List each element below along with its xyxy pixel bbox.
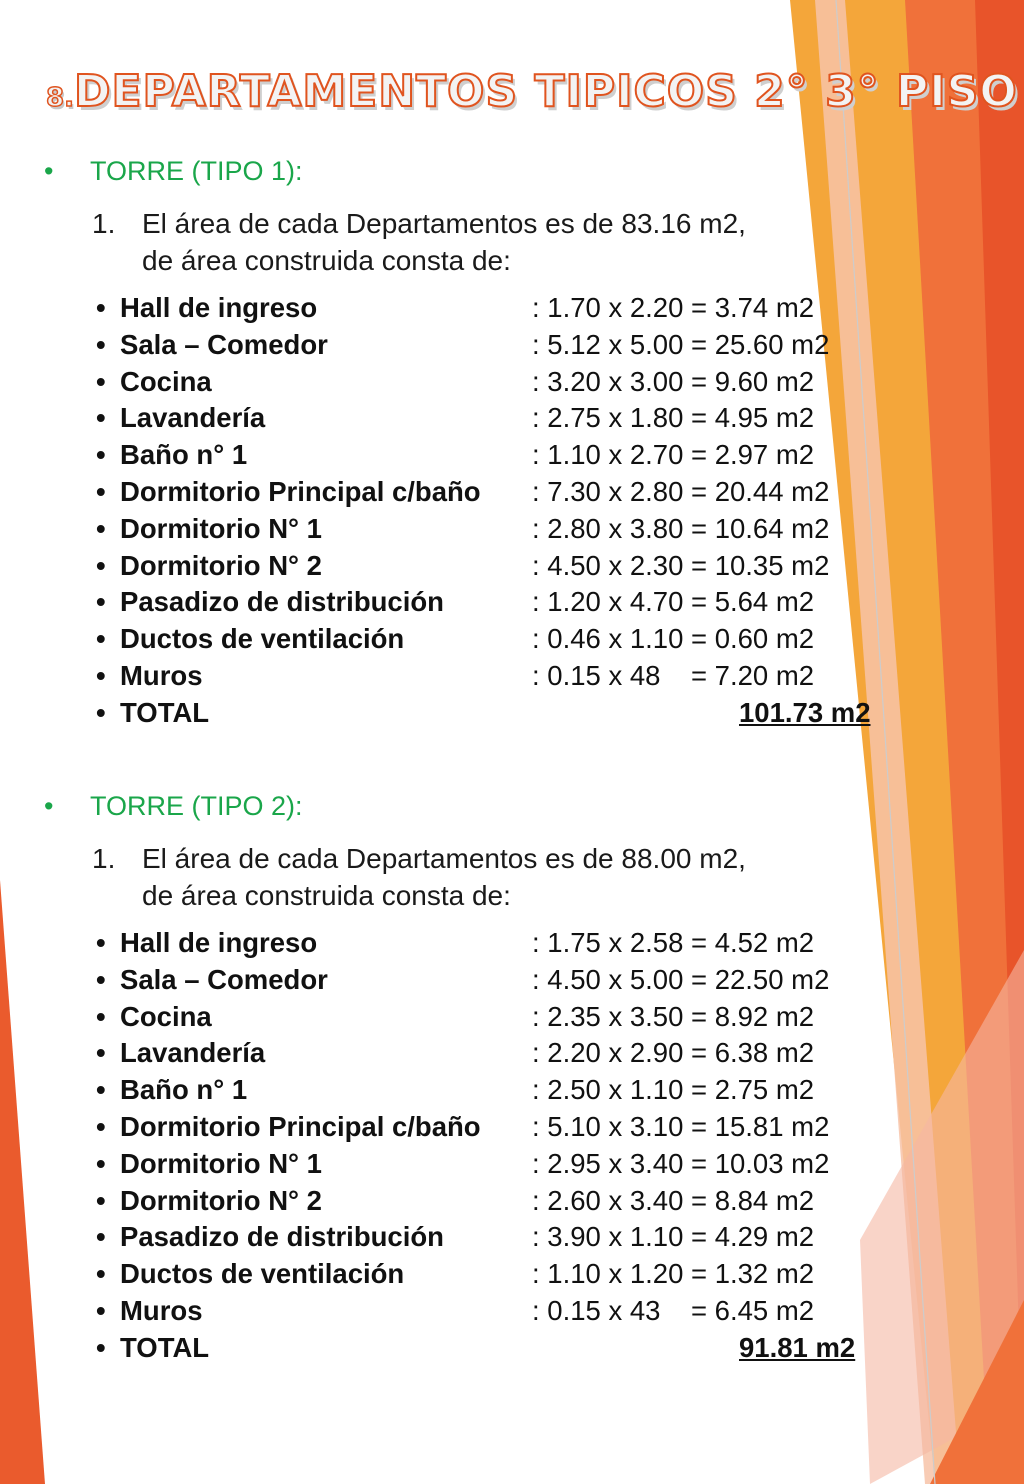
section-heading-tipo-2 <box>44 791 303 822</box>
room-bullet: • <box>96 365 106 397</box>
room-name: Sala – Comedor <box>120 963 328 995</box>
heading-bullet: • <box>44 156 54 186</box>
heading-text: TORRE (TIPO 1): <box>90 156 303 186</box>
intro-line-1: El área de cada Departamentos es de 83.16 m2, <box>142 208 746 239</box>
room-name: Lavandería <box>120 1037 266 1069</box>
room-bullet: • <box>96 549 106 581</box>
room-area-calc: : 4.50 x 5.00 = 22.50 m2 <box>532 963 830 995</box>
room-name: Ductos de ventilación <box>120 1258 405 1290</box>
room-name: Cocina <box>120 1000 212 1032</box>
intro-line-1: El área de cada Departamentos es de 88.00 m2, <box>142 843 746 874</box>
room-name: Dormitorio N° 2 <box>120 549 322 581</box>
room-area-calc: : 0.46 x 1.10 = 0.60 m2 <box>532 623 815 655</box>
intro-number: 1. <box>92 843 116 874</box>
room-area-calc: : 3.20 x 3.00 = 9.60 m2 <box>532 365 815 397</box>
room-area-calc: : 5.12 x 5.00 = 25.60 m2 <box>532 328 830 360</box>
room-area-calc: : 2.20 x 2.90 = 6.38 m2 <box>532 1037 815 1069</box>
room-area-calc: : 7.30 x 2.80 = 20.44 m2 <box>532 475 830 507</box>
room-area-calc: : 1.10 x 2.70 = 2.97 m2 <box>532 439 815 471</box>
total-label: TOTAL <box>120 1331 210 1363</box>
total-value: 91.81 m2 <box>739 1331 856 1363</box>
room-name: Pasadizo de distribución <box>120 586 444 618</box>
room-bullet: • <box>96 927 106 958</box>
room-area-calc: : 5.10 x 3.10 = 15.81 m2 <box>532 1110 830 1142</box>
room-area-calc: : 2.50 x 1.10 = 2.75 m2 <box>532 1074 815 1106</box>
room-bullet: • <box>96 512 106 544</box>
room-name: Dormitorio N° 1 <box>120 1147 322 1179</box>
room-bullet: • <box>96 475 106 507</box>
room-bullet: • <box>96 659 106 691</box>
title-text: DEPARTAMENTOS TIPICOS 2° 3° PISO <box>73 66 1018 117</box>
room-bullet: • <box>96 1110 106 1142</box>
total-value: 101.73 m2 <box>739 696 871 728</box>
room-area-calc: : 3.90 x 1.10 = 4.29 m2 <box>532 1221 815 1253</box>
room-name: Cocina <box>120 365 212 397</box>
room-bullet: • <box>96 402 106 434</box>
room-name: Muros <box>120 659 203 691</box>
section-heading-tipo-1 <box>44 156 303 187</box>
room-bullet: • <box>96 1074 106 1106</box>
room-name: Dormitorio N° 1 <box>120 512 322 544</box>
room-name: Sala – Comedor <box>120 328 328 360</box>
room-name: Dormitorio N° 2 <box>120 1184 322 1216</box>
room-name: Muros <box>120 1294 203 1326</box>
room-name: Hall de ingreso <box>120 292 318 323</box>
room-area-calc: : 1.10 x 1.20 = 1.32 m2 <box>532 1258 815 1290</box>
room-area-calc: : 2.35 x 3.50 = 8.92 m2 <box>532 1000 815 1032</box>
room-area-calc: : 2.95 x 3.40 = 10.03 m2 <box>532 1147 830 1179</box>
total-bullet: • <box>96 696 106 728</box>
room-bullet: • <box>96 1147 106 1179</box>
room-bullet: • <box>96 1258 106 1290</box>
intro-line-2: de área construida consta de: <box>142 880 511 911</box>
room-name: Pasadizo de distribución <box>120 1221 444 1253</box>
room-area-calc: : 0.15 x 43 = 6.45 m2 <box>532 1294 815 1326</box>
title-number: 8. <box>46 83 74 113</box>
total-bullet: • <box>96 1331 106 1363</box>
room-bullet: • <box>96 1037 106 1069</box>
room-area-calc: : 1.75 x 2.58 = 4.52 m2 <box>532 927 815 958</box>
room-name: Dormitorio Principal c/baño <box>120 1110 481 1142</box>
room-area-calc: : 1.20 x 4.70 = 5.64 m2 <box>532 586 815 618</box>
room-area-calc: : 0.15 x 48 = 7.20 m2 <box>532 659 815 691</box>
room-area-calc: : 1.70 x 2.20 = 3.74 m2 <box>532 292 815 323</box>
heading-text: TORRE (TIPO 2): <box>90 791 303 821</box>
room-bullet: • <box>96 439 106 471</box>
room-bullet: • <box>96 1294 106 1326</box>
heading-bullet: • <box>44 791 54 821</box>
room-name: Baño n° 1 <box>120 439 248 471</box>
room-area-calc: : 2.75 x 1.80 = 4.95 m2 <box>532 402 815 434</box>
total-label: TOTAL <box>120 696 210 728</box>
room-name: Lavandería <box>120 402 266 434</box>
room-area-calc: : 2.80 x 3.80 = 10.64 m2 <box>532 512 830 544</box>
room-bullet: • <box>96 1221 106 1253</box>
room-name: Ductos de ventilación <box>120 623 405 655</box>
room-name: Dormitorio Principal c/baño <box>120 475 481 507</box>
intro-line-2: de área construida consta de: <box>142 245 511 276</box>
room-name: Hall de ingreso <box>120 927 318 958</box>
intro-paragraph-tipo-2 <box>92 840 746 914</box>
room-bullet: • <box>96 328 106 360</box>
room-bullet: • <box>96 1000 106 1032</box>
room-bullet: • <box>96 623 106 655</box>
intro-paragraph-tipo-1 <box>92 205 746 279</box>
intro-number: 1. <box>92 208 116 239</box>
room-bullet: • <box>96 586 106 618</box>
slide-title <box>46 66 1018 117</box>
room-bullet: • <box>96 1184 106 1216</box>
room-name: Baño n° 1 <box>120 1074 248 1106</box>
room-area-calc: : 4.50 x 2.30 = 10.35 m2 <box>532 549 830 581</box>
room-area-calc: : 2.60 x 3.40 = 8.84 m2 <box>532 1184 815 1216</box>
room-bullet: • <box>96 292 106 323</box>
room-bullet: • <box>96 963 106 995</box>
